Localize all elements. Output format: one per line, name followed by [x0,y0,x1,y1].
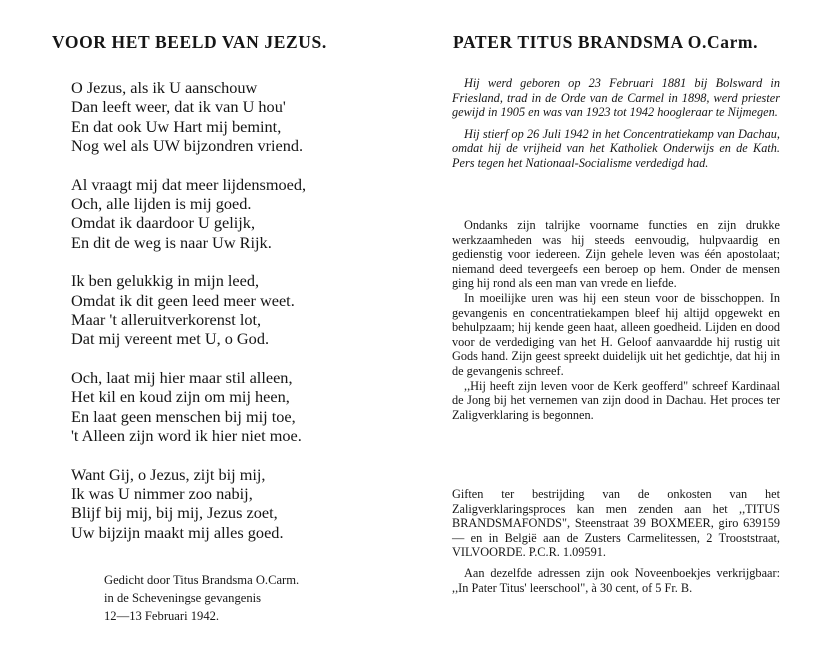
poem-line: En dit de weg is naar Uw Rijk. [71,232,272,252]
bio-paragraph: Hij werd geboren op 23 Februari 1881 bij Bolsward in Friesland, trad in de Orde van de Carmel in 1898, werd priester gewijd in 1905 en was van 1923 tot 1942 hoogleraar te Nijmegen. [452,76,780,120]
appeal-paragraph: Giften ter bestrijding van de onkosten van het Zaligverklaringsproces kan men zenden aan het ,,TITUS BRANDSMAFONDS", Steenstraat 39 BOXMEER, giro 639159 — en in België aan de Zusters Carmelitessen, 2 Trooststraat, VILVOORDE. P.C.R. 1.09591. [452,487,780,560]
biography-title: PATER TITUS BRANDSMA O.Carm. [453,32,759,52]
body-paragraph: In moeilijke uren was hij een steun voor de bisschoppen. In gevangenis en concentratiekampen bleef hij altijd opgewekt en behulpzaam; hij kende geen haat, alleen goedheid. Lijden en dood voor de verdediging van het H. Geloof aanvaardde hij rustig uit Gods hand. Zijn geest spreekt duidelijk uit het gedichtje, dat hij in de gevangenis schreef. [452,290,780,378]
poem-line: Maar 't alleruitverkorenst lot, [71,310,262,330]
poem [71,78,401,561]
poem-line: Dan leeft weer, dat ik van U hou' [71,97,286,117]
poem-line: Het kil en koud zijn om mij heen, [71,387,290,407]
poem-line: Al vraagt mij dat meer lijdensmoed, [71,174,307,194]
credit-line: 12—13 Februari 1942. [104,609,220,623]
poem-line: Omdat ik dit geen leed meer weet. [71,290,295,310]
stanza [71,368,401,446]
credit-line: Gedicht door Titus Brandsma O.Carm. [104,573,300,587]
appeal-paragraph: Aan dezelfde adressen zijn ook Noveenboekjes verkrijgbaar: ,,In Pater Titus' leerschool", à 30 cent, of 5 Fr. B. [452,565,780,595]
poem-credit [104,571,404,625]
poem-line: Ik ben gelukkig in mijn leed, [71,271,260,291]
poem-line: Omdat ik daardoor U gelijk, [71,213,256,233]
biography-body [452,218,780,422]
poem-line: Uw bijzijn maakt mij alles goed. [71,522,284,542]
stanza [71,78,401,156]
poem-line: En dat ook Uw Hart mij bemint, [71,116,282,136]
poem-line: 't Alleen zijn word ik hier niet moe. [71,426,302,446]
stanza [71,271,401,349]
body-paragraph: ,,Hij heeft zijn leven voor de Kerk geofferd" schreef Kardinaal de Jong bij het vernemen van zijn dood in Dachau. Het proces ter Zaligverklaring is begonnen. [452,378,780,422]
stanza [71,175,401,253]
poem-line: Dat mij vereent met U, o God. [71,329,270,349]
biography-intro [452,76,780,171]
body-paragraph: Ondanks zijn talrijke voorname functies en zijn drukke werkzaamheden was hij steeds eenvoudig, hulpvaardig en gedienstig voor iedereen. Zijn gehele leven was één apostolaat; niemand deed tevergeefs een beroep op hem. Onder de mensen ging hij rond als een man van vrede en liefde. [452,218,780,291]
credit-line: in de Scheveningse gevangenis [104,591,262,605]
donation-appeal [452,487,780,595]
poem-line: Och, alle lijden is mij goed. [71,194,252,214]
poem-line: Blijf bij mij, bij mij, Jezus zoet, [71,503,278,523]
stanza [71,465,401,543]
poem-line: Ik was U nimmer zoo nabij, [71,483,253,503]
bio-paragraph: Hij stierf op 26 Juli 1942 in het Concentratiekamp van Dachau, omdat hij de vrijheid van het Katholiek Onderwijs en de Kath. Pers tegen het Nationaal-Socialisme verdedigd had. [452,126,780,170]
poem-line: Och, laat mij hier maar stil alleen, [71,367,293,387]
poem-line: Nog wel als UW bijzondren vriend. [71,136,304,156]
poem-line: Want Gij, o Jezus, zijt bij mij, [71,464,266,484]
poem-title: VOOR HET BEELD VAN JEZUS. [52,32,327,52]
poem-line: En laat geen menschen bij mij toe, [71,406,296,426]
poem-line: O Jezus, als ik U aanschouw [71,78,258,97]
